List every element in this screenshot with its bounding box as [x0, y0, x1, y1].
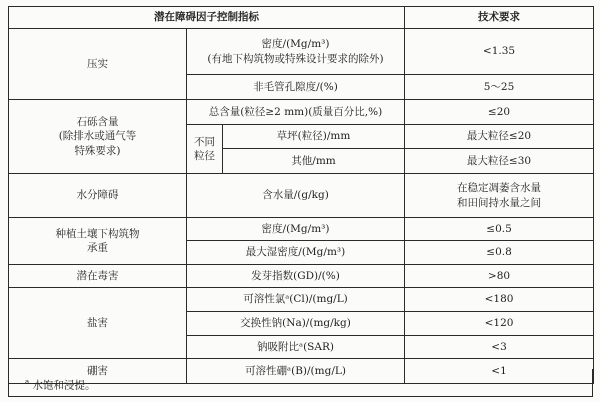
subgroup-text: 不同: [194, 135, 215, 148]
header-requirement: 技术要求: [405, 7, 594, 29]
indicator-text: (有地下构筑物或特殊设计要求的除外): [207, 52, 384, 65]
indicator-cell: 发芽指数(GD)/(%): [187, 265, 405, 288]
indicator-cell: 交换性钠(Na)/(mg/kg): [187, 312, 405, 336]
requirement-cell: 最大粒径≤30: [405, 149, 594, 174]
requirement-cell: <180: [405, 288, 594, 312]
requirement-cell: <1: [405, 359, 594, 384]
requirement-cell: <120: [405, 312, 594, 336]
table-row: [9, 174, 594, 218]
indicator-cell: 可溶性氯ᵃ(Cl)/(mg/L): [187, 288, 405, 312]
category-text: 承重: [87, 242, 108, 254]
category-text: (除排水或通气等: [58, 130, 137, 143]
category-compaction: 压实: [9, 29, 187, 100]
category-text: 石砾含量: [76, 116, 119, 129]
requirement-cell: 最大粒径≤20: [405, 125, 594, 149]
indicator-text: 密度/(Mg/m³): [261, 38, 330, 51]
footnote-mark: a: [25, 378, 30, 386]
requirement-cell: 5～25: [405, 75, 594, 100]
requirement-cell: <1.35: [405, 29, 594, 75]
table-row: [9, 265, 594, 288]
indicator-cell: 可溶性硼ᵃ(B)/(mg/L): [187, 359, 405, 384]
table-row: [9, 288, 594, 312]
indicator-cell: 含水量/(g/kg): [187, 174, 405, 218]
requirement-text: 在稳定凋萎含水量: [457, 182, 542, 195]
table-row: [9, 218, 594, 241]
category-text: 特殊要求): [74, 144, 121, 157]
indicator-cell: 非毛管孔隙度/(%): [187, 75, 405, 100]
indicator-cell: 其他/mm: [223, 149, 405, 174]
indicator-cell: [187, 29, 405, 75]
table-header-row: [9, 7, 594, 29]
footnote-text: 水饱和浸提。: [32, 379, 96, 392]
category-text: 种植土壤下构筑物: [55, 227, 140, 240]
requirement-cell: ≤0.8: [405, 241, 594, 265]
subgroup-grain-size: [187, 125, 223, 174]
table-footnote: [8, 369, 593, 397]
category-salt: 盐害: [9, 288, 187, 359]
requirement-cell: [405, 174, 594, 218]
requirement-cell: <3: [405, 336, 594, 359]
requirement-text: 和田间持水量之间: [457, 196, 542, 209]
obstacle-factor-table: [8, 6, 594, 384]
category-water: 水分障碍: [9, 174, 187, 218]
requirement-cell: ≤0.5: [405, 218, 594, 241]
category-toxicity: 潜在毒害: [9, 265, 187, 288]
category-gravel: [9, 100, 187, 174]
table-row: [9, 100, 594, 125]
category-boron: 硼害: [9, 359, 187, 384]
indicator-cell: 最大湿密度/(Mg/m³): [187, 241, 405, 265]
requirement-cell: ≤20: [405, 100, 594, 125]
indicator-cell: 钠吸附比ᵃ(SAR): [187, 336, 405, 359]
requirement-cell: >80: [405, 265, 594, 288]
indicator-cell: 总含量(粒径≥2 mm)(质量百分比,%): [187, 100, 405, 125]
header-indicator: 潜在障碍因子控制指标: [9, 7, 405, 29]
subgroup-text: 粒径: [194, 150, 215, 162]
category-load: [9, 218, 187, 265]
indicator-cell: 密度/(Mg/m³): [187, 218, 405, 241]
indicator-cell: 草坪(粒径)/mm: [223, 125, 405, 149]
table-row: [9, 29, 594, 75]
